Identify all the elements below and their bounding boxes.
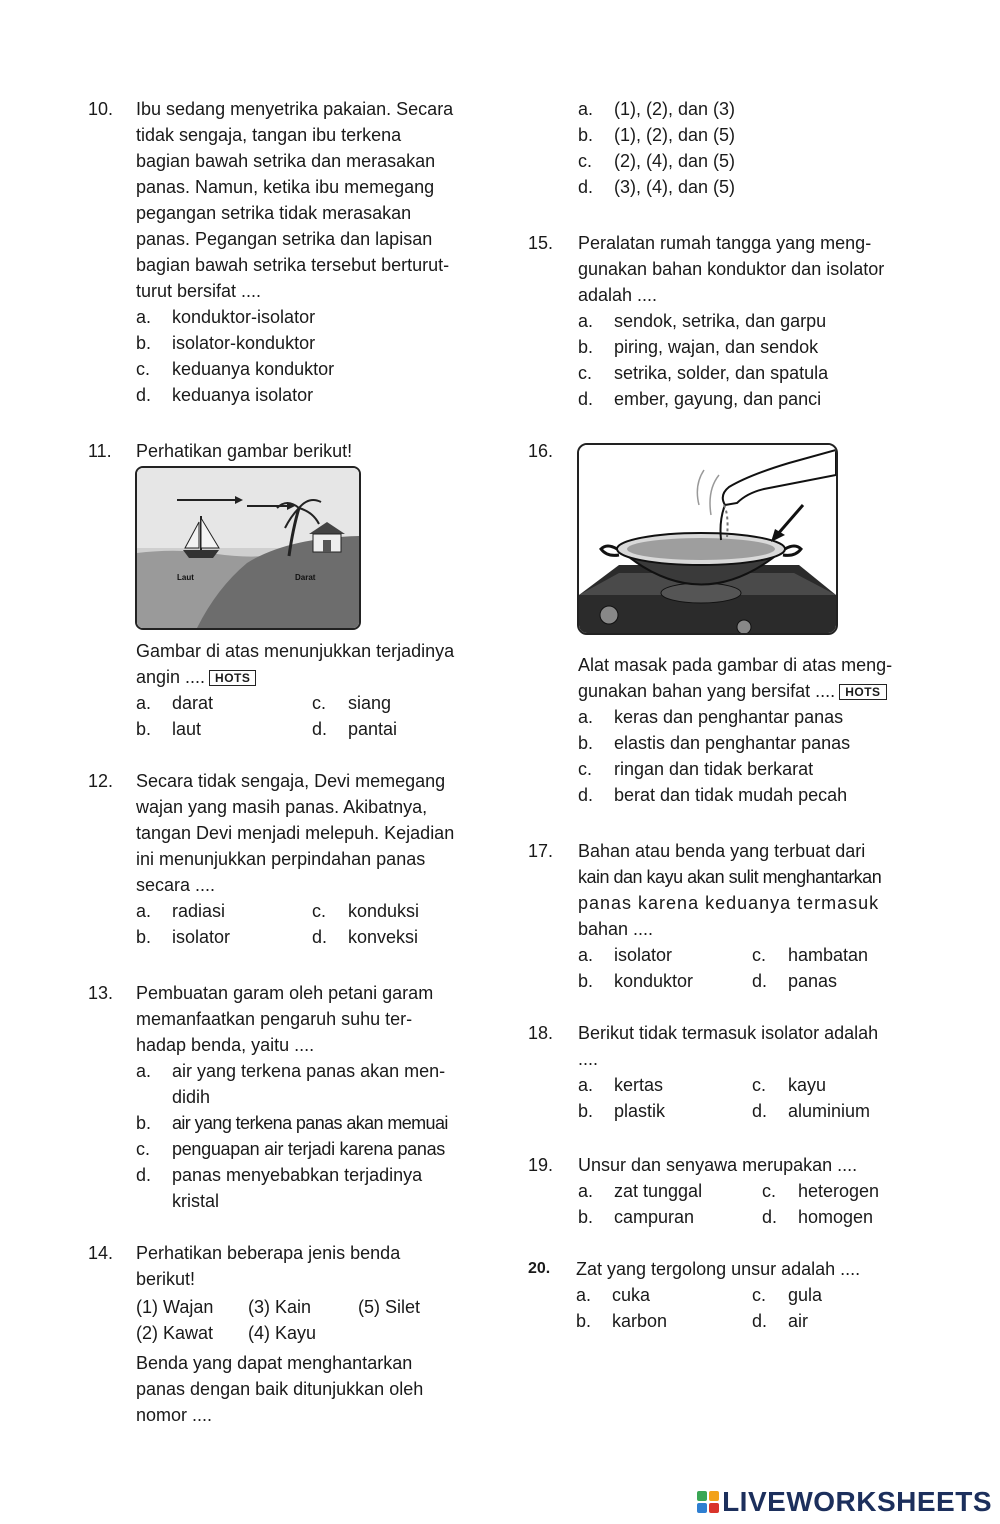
- stem-line: Peralatan rumah tangga yang meng-: [578, 233, 872, 253]
- option-b[interactable]: b. plastik: [578, 1101, 666, 1121]
- option-a[interactable]: a. konduktor-isolator: [136, 307, 316, 327]
- stem-line: kain dan kayu akan sulit menghantarkan: [578, 867, 882, 887]
- stem-line: tidak sengaja, tangan ibu terkena: [136, 125, 402, 145]
- question-14-options: [578, 96, 918, 200]
- label-sea: Laut: [177, 573, 194, 582]
- options-grid: [136, 690, 486, 716]
- option-c[interactable]: c. siang: [312, 693, 392, 713]
- option-d[interactable]: d. konveksi: [312, 927, 419, 947]
- option-d[interactable]: d. keduanya isolator: [136, 385, 314, 405]
- question-number: 16.: [528, 441, 554, 461]
- option-b[interactable]: b. konduktor: [578, 971, 694, 991]
- question-stem: [136, 96, 482, 304]
- options-grid: [136, 716, 486, 742]
- stem-line: panas karena keduanya termasuk: [578, 893, 880, 913]
- stem-line: Zat yang tergolong unsur adalah ....: [576, 1259, 861, 1279]
- stem-line: memanfaatkan pengaruh suhu ter-: [136, 1009, 413, 1029]
- wok-illustration: [579, 445, 836, 633]
- stem-line: ....: [578, 1049, 599, 1069]
- question-16-body: [578, 652, 924, 808]
- option-d[interactable]: d. panas menyebabkan terjadinya kristal: [136, 1165, 423, 1211]
- stem-line: Gambar di atas menunjukkan terjadinya: [136, 641, 455, 661]
- item: (3) Kain: [248, 1297, 312, 1317]
- sea-breeze-illustration: [137, 468, 359, 628]
- item-list-row: [136, 1320, 478, 1346]
- options-grid: [136, 898, 478, 924]
- options-grid: [578, 942, 924, 968]
- option-c[interactable]: c. (2), (4), dan (5): [578, 151, 736, 171]
- item: (1) Wajan: [136, 1297, 214, 1317]
- item-list-row: [136, 1294, 478, 1320]
- option-a[interactable]: a. radiasi: [136, 901, 226, 921]
- question-number: 11.: [88, 441, 112, 461]
- stem-line: adalah ....: [578, 285, 658, 305]
- stem-line-with-hots: angin .... HOTS: [136, 664, 486, 690]
- stem-line: bagian bawah setrika tersebut berturut-: [136, 255, 450, 275]
- option-a[interactable]: a. cuka: [576, 1285, 651, 1305]
- stem-line: turut bersifat ....: [136, 281, 262, 301]
- option-c[interactable]: c. hambatan: [752, 945, 869, 965]
- options-grid: [578, 968, 924, 994]
- item: (4) Kayu: [248, 1323, 317, 1343]
- option-d[interactable]: d. panas: [752, 971, 838, 991]
- option-d[interactable]: d. homogen: [762, 1207, 874, 1227]
- option-a[interactable]: a. sendok, setrika, dan garpu: [578, 311, 827, 331]
- stem-line: panas. Namun, ketika ibu memegang: [136, 177, 435, 197]
- option-a[interactable]: a. zat tunggal: [578, 1181, 703, 1201]
- option-a[interactable]: a. kertas: [578, 1075, 664, 1095]
- brand-name: LIVEWORKSHEETS: [722, 1486, 992, 1517]
- stem-line: berikut!: [136, 1269, 196, 1289]
- option-b[interactable]: b. isolator: [136, 927, 231, 947]
- option-d[interactable]: d. berat dan tidak mudah pecah: [578, 785, 848, 805]
- question-number: 19.: [528, 1155, 554, 1175]
- stem-line: Unsur dan senyawa merupakan ....: [578, 1155, 858, 1175]
- stem-line: Bahan atau benda yang terbuat dari: [578, 841, 866, 861]
- stem-line: Secara tidak sengaja, Devi memegang: [136, 771, 446, 791]
- stem-line: panas. Pegangan setrika dan lapisan: [136, 229, 433, 249]
- options-grid: [578, 1178, 924, 1204]
- question-intro: Perhatikan gambar berikut!: [136, 441, 353, 461]
- option-c[interactable]: c. ringan dan tidak berkarat: [578, 759, 814, 779]
- option-c[interactable]: c. setrika, solder, dan spatula: [578, 363, 829, 383]
- options-grid: [576, 1308, 924, 1334]
- option-d[interactable]: d. air: [752, 1311, 809, 1331]
- stem-line: secara ....: [136, 875, 216, 895]
- option-b[interactable]: b. air yang terkena panas akan memuai: [136, 1113, 448, 1133]
- liveworksheets-logo-icon: [697, 1491, 719, 1513]
- option-a[interactable]: a. keras dan penghantar panas: [578, 707, 844, 727]
- options-grid: [136, 924, 478, 950]
- option-d[interactable]: d. ember, gayung, dan panci: [578, 389, 822, 409]
- option-a[interactable]: a. darat: [136, 693, 214, 713]
- question-number: 13.: [88, 983, 114, 1003]
- option-c[interactable]: c. keduanya konduktor: [136, 359, 335, 379]
- stem-line: wajan yang masih panas. Akibatnya,: [136, 797, 428, 817]
- option-a[interactable]: a. isolator: [578, 945, 673, 965]
- options-grid: [578, 1098, 924, 1124]
- option-c[interactable]: c. gula: [752, 1285, 823, 1305]
- options-grid: [576, 1282, 924, 1308]
- stem-line: tangan Devi menjadi melepuh. Kejadian: [136, 823, 455, 843]
- item: (2) Kawat: [136, 1323, 214, 1343]
- stem-line: Berikut tidak termasuk isolator adalah: [578, 1023, 879, 1043]
- question-number: 12.: [88, 771, 114, 791]
- option-d[interactable]: d. (3), (4), dan (5): [578, 177, 736, 197]
- option-a[interactable]: a. air yang terkena panas akan men- didih: [136, 1061, 446, 1107]
- options-grid: [578, 1072, 924, 1098]
- stem-line-with-hots: gunakan bahan yang bersifat .... HOTS: [578, 678, 924, 704]
- option-b[interactable]: b. karbon: [576, 1311, 668, 1331]
- stem-line: Alat masak pada gambar di atas meng-: [578, 655, 893, 675]
- hots-badge: HOTS: [209, 670, 256, 686]
- option-b[interactable]: b. piring, wajan, dan sendok: [578, 337, 819, 357]
- question-number: 17.: [528, 841, 554, 861]
- options-grid: [578, 1204, 924, 1230]
- stem-line: hadap benda, yaitu ....: [136, 1035, 315, 1055]
- stem-line: Perhatikan beberapa jenis benda: [136, 1243, 401, 1263]
- item: (5) Silet: [358, 1297, 421, 1317]
- stem-line: pegangan setrika tidak merasakan: [136, 203, 412, 223]
- option-c[interactable]: c. penguapan air terjadi karena panas: [136, 1139, 446, 1159]
- question-11-body: [136, 638, 486, 742]
- option-b[interactable]: b. campuran: [578, 1207, 695, 1227]
- option-b[interactable]: b. laut: [136, 719, 202, 739]
- label-land: Darat: [295, 573, 316, 582]
- question-number: 15.: [528, 233, 554, 253]
- question-number: 18.: [528, 1023, 554, 1043]
- question-number: 10.: [88, 99, 114, 119]
- question-prompt: Benda yang dapat menghantarkan panas dengan baik ditunjukkan oleh nomor ....: [136, 1353, 424, 1425]
- option-c[interactable]: c. heterogen: [762, 1181, 880, 1201]
- option-b[interactable]: b. elastis dan penghantar panas: [578, 733, 851, 753]
- option-c[interactable]: c. konduksi: [312, 901, 420, 921]
- stem-line: ini menunjukkan perpindahan panas: [136, 849, 426, 869]
- option-b[interactable]: b. isolator-konduktor: [136, 333, 316, 353]
- stem-line: Pembuatan garam oleh petani garam: [136, 983, 434, 1003]
- stem-line: bagian bawah setrika dan merasakan: [136, 151, 436, 171]
- stem-line: Ibu sedang menyetrika pakaian. Secara: [136, 99, 454, 119]
- option-d[interactable]: d. pantai: [312, 719, 398, 739]
- wok-figure: [577, 443, 838, 635]
- option-c[interactable]: c. kayu: [752, 1075, 827, 1095]
- question-number: 20.: [528, 1260, 551, 1277]
- liveworksheets-footer: [697, 1486, 992, 1518]
- stem-line: gunakan bahan konduktor dan isolator: [578, 259, 885, 279]
- stem-line: bahan ....: [578, 919, 654, 939]
- option-a[interactable]: a. (1), (2), dan (3): [578, 99, 736, 119]
- hots-badge: HOTS: [839, 684, 886, 700]
- sea-breeze-figure: [135, 466, 361, 630]
- option-d[interactable]: d. aluminium: [752, 1101, 871, 1121]
- question-number: 14.: [88, 1243, 114, 1263]
- option-b[interactable]: b. (1), (2), dan (5): [578, 125, 736, 145]
